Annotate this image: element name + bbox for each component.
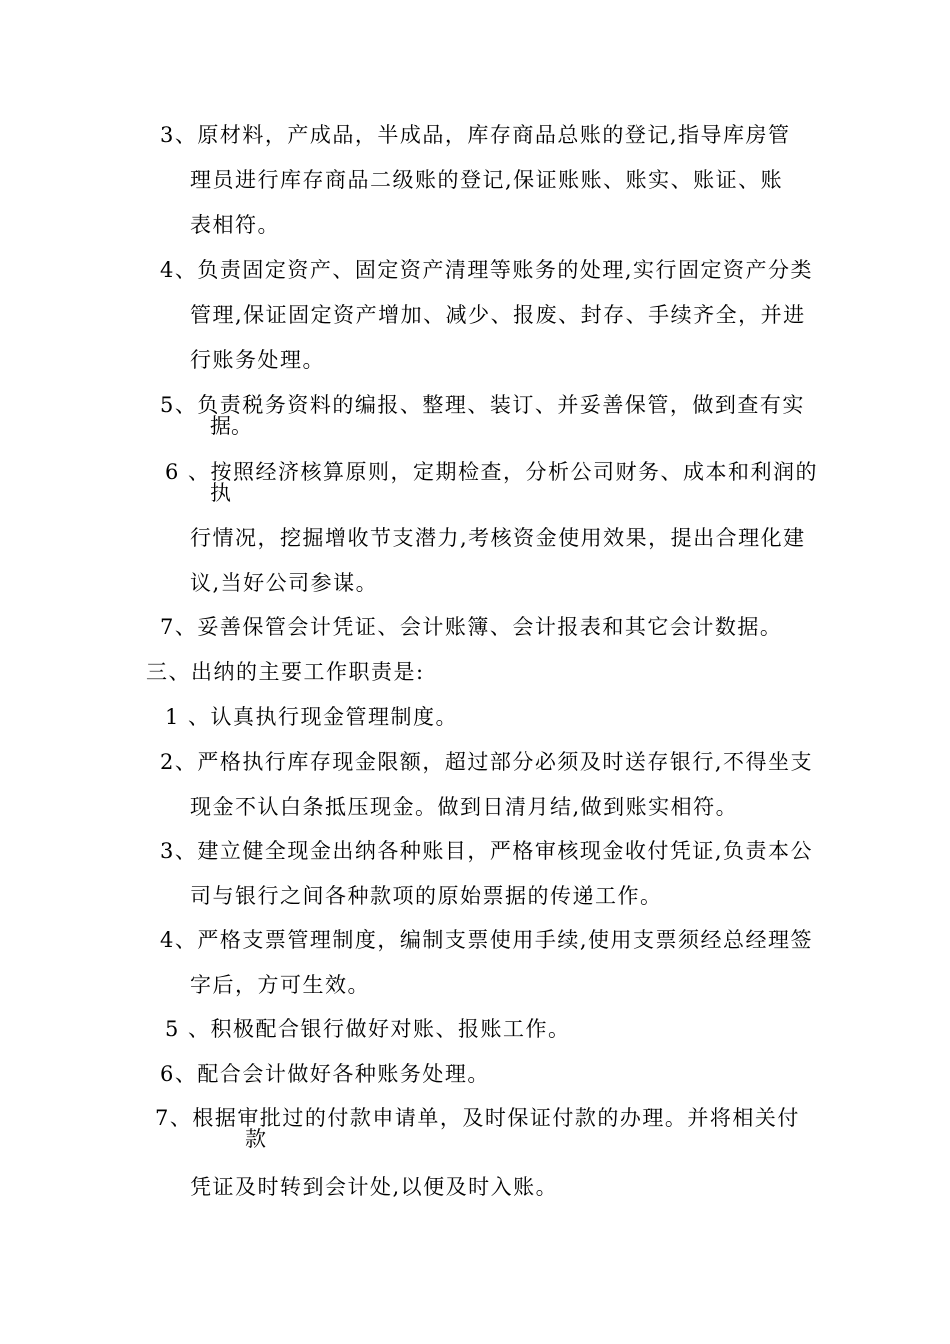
text-line: 1 、认真执行现金管理制度。 [165, 705, 459, 729]
text-line: 管理,保证固定资产增加、减少、报废、封存、手续齐全，并进 [190, 303, 806, 327]
text-line: 现金不认白条抵压现金。做到日清月结,做到账实相符。 [190, 795, 739, 819]
wrapped-char: 款 [245, 1127, 266, 1151]
text-line: 司与银行之间各种款项的原始票据的传递工作。 [190, 884, 663, 908]
text-line: 行情况，挖掘增收节支潜力,考核资金使用效果，提出合理化建 [190, 526, 806, 550]
wrapped-char: 据。 [210, 414, 252, 438]
text-line: 6 、按照经济核算原则，定期检查，分析公司财务、成本和利润的 [165, 460, 819, 484]
text-line: 7、根据审批过的付款申请单，及时保证付款的办理。并将相关付 [155, 1106, 800, 1130]
text-line: 凭证及时转到会计处,以便及时入账。 [190, 1175, 559, 1199]
section-heading: 三、出纳的主要工作职责是: [146, 660, 425, 684]
text-line: 7、妥善保管会计凭证、会计账簿、会计报表和其它会计数据。 [160, 615, 783, 639]
text-line: 理员进行库存商品二级账的登记,保证账账、账实、账证、账 [190, 168, 784, 192]
text-line: 4、严格支票管理制度，编制支票使用手续,使用支票须经总经理签 [160, 928, 814, 952]
text-line: 6、配合会计做好各种账务处理。 [160, 1062, 490, 1086]
text-line: 行账务处理。 [190, 348, 325, 372]
text-line: 4、负责固定资产、固定资产清理等账务的处理,实行固定资产分类 [160, 258, 814, 282]
text-line: 表相符。 [190, 213, 280, 237]
text-line: 3、建立健全现金出纳各种账目，严格审核现金收付凭证,负责本公 [160, 839, 814, 863]
wrapped-char: 执 [210, 481, 231, 505]
text-line: 议,当好公司参谋。 [190, 571, 379, 595]
text-line: 5、负责税务资料的编报、整理、装订、并妥善保管，做到查有实 [160, 393, 805, 417]
text-line: 5 、积极配合银行做好对账、报账工作。 [165, 1017, 571, 1041]
text-line: 2、严格执行库存现金限额，超过部分必须及时送存银行,不得坐支 [160, 750, 814, 774]
text-line: 字后，方可生效。 [190, 973, 370, 997]
text-line: 3、原材料，产成品，半成品，库存商品总账的登记,指导库房管 [160, 123, 791, 147]
